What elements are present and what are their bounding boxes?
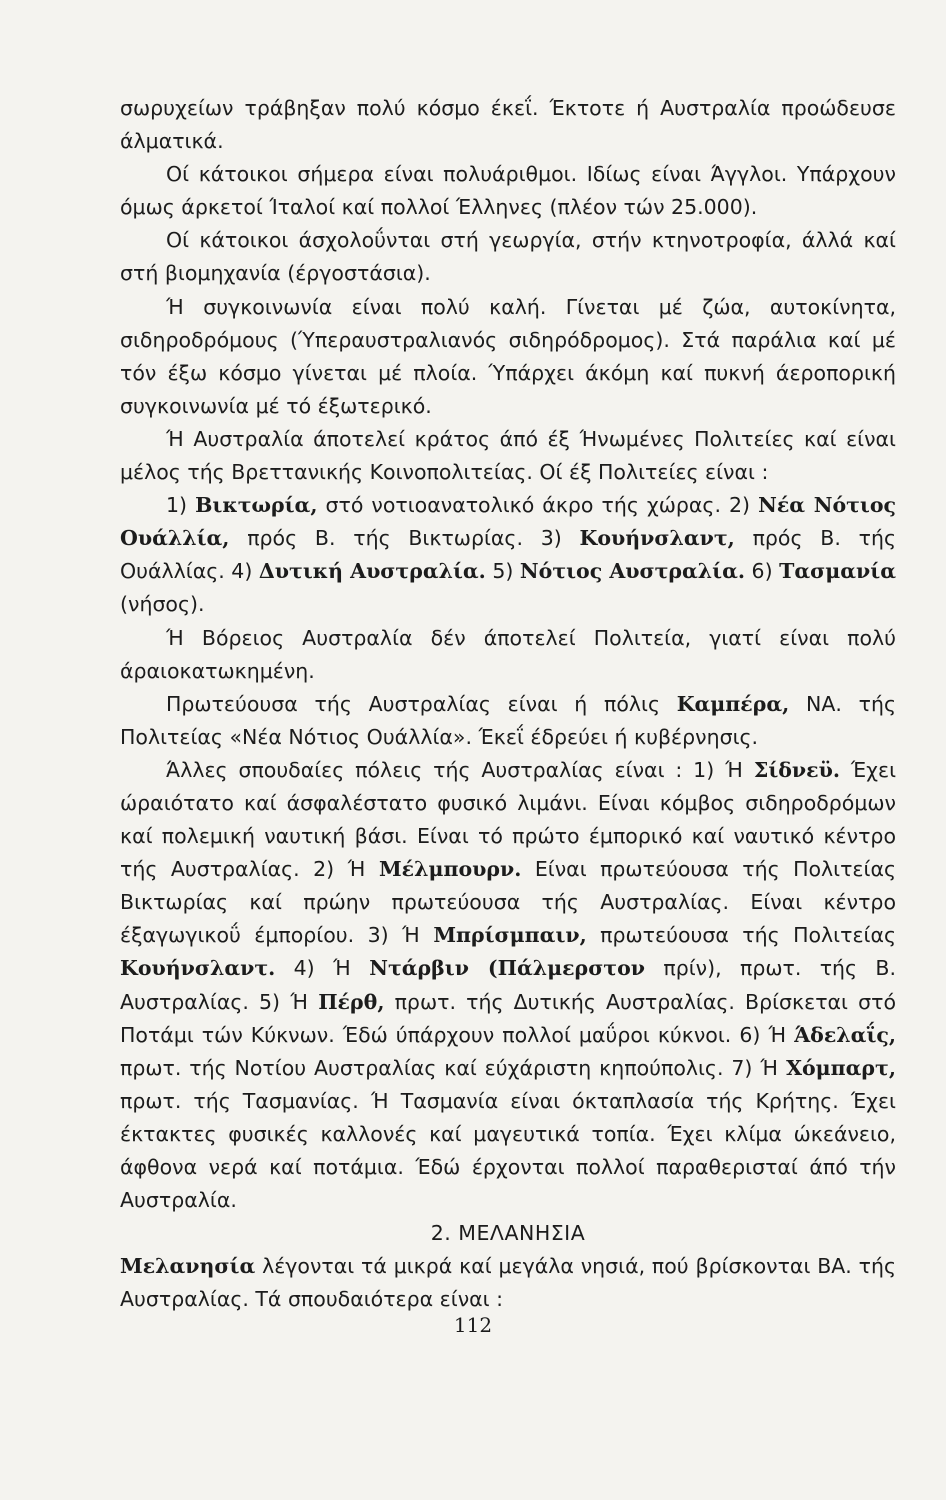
text-run: πρωτ. τής Νοτίου Αυστραλίας καί εύχάριστη κηπούπολις. 7) Ή bbox=[120, 1055, 787, 1080]
text-run: πρωτ. τής Τασμανίας. Ή Τασμανία είναι όκταπλασία τής Κρήτης. Έχει έκτακτες φυσικές καλλονές καί μαγευτικά τοπία. Έχει κλίμα ώκεάνειο, άφθονα νερά καί ποτάμια. Έδώ έρχονται πολλοί παραθερισταί άπό τήν Αυστραλία. bbox=[120, 1088, 896, 1213]
bold-term: Κουήνσλαντ, bbox=[579, 526, 735, 551]
bold-term: Μπρίσμπαιν, bbox=[433, 923, 587, 948]
bold-term: Νέα Νότιος Ουάλλία, bbox=[120, 493, 896, 551]
text-run: πρωτ. τής Δυτικής Αυστραλίας. Βρίσκεται στό Ποτάμι τών Κύκνων. Έδώ ύπάρχουν πολλοί μαΰροι κύκνοι. 6) Ή bbox=[120, 989, 896, 1047]
bold-term: Άδελαΐς, bbox=[794, 1022, 896, 1047]
bold-term: Δυτική Αυστραλία. bbox=[258, 559, 486, 584]
bold-term: Τασμανία bbox=[779, 559, 896, 584]
paragraph-northern bbox=[120, 622, 896, 688]
text-run: 1) bbox=[166, 493, 196, 518]
text-run: Άλλες σπουδαίες πόλεις τής Αυστραλίας είναι : 1) Ή bbox=[166, 757, 754, 782]
paragraph-states-list bbox=[120, 489, 896, 621]
text-run: Ή συγκοινωνία είναι πολύ καλή. Γίνεται μέ ζώα, αυτοκίνητα, σιδηροδρόμους (Ύπεραυστραλιανός σιδηρόδρομος). Στά παράλια καί μέ τόν έξω κόσμο γίνεται μέ πλοία. Ύπάρχει άκόμη καί πυκνή άεροπορική συγκοινωνία μέ τό έξωτερικό. bbox=[120, 294, 896, 418]
paragraph-inhabitants bbox=[120, 158, 896, 224]
text-run: 5) bbox=[485, 559, 520, 584]
paragraph-capital bbox=[120, 688, 896, 754]
paragraph-states bbox=[120, 423, 896, 489]
bold-term: Καμπέρα, bbox=[676, 691, 790, 716]
paragraph-occupations bbox=[120, 224, 896, 290]
text-run: Είναι πρωτεύουσα τής Πολιτείας Βικτωρίας καί πρώην πρωτεύουσα τής Αυστραλίας. Είναι κέντρο έξαγωγικοΰ έμπορίου. 3) Ή bbox=[120, 857, 896, 948]
paragraph-cities bbox=[120, 754, 896, 1217]
text-run: Οί κάτοικοι άσχολοΰνται στή γεωργία, στήν κτηνοτροφία, άλλά καί στή βιομηχανία (έργοστάσια). bbox=[120, 228, 896, 286]
text-run: πρός Β. τής Βικτωρίας. 3) bbox=[229, 526, 580, 551]
page-number: 112 bbox=[453, 1313, 493, 1337]
paragraph-transport bbox=[120, 291, 896, 423]
bold-term: Ντάρβιν (Πάλμερστον bbox=[369, 956, 646, 981]
bold-term: Μελανησία bbox=[120, 1254, 256, 1279]
text-run: πρός Β. τής Ουάλλίας. 4) bbox=[120, 526, 896, 584]
bold-term: Κουήνσλαντ. bbox=[120, 956, 276, 981]
paragraph-melanesia bbox=[120, 1250, 896, 1316]
text-run: (νήσος). bbox=[120, 592, 205, 617]
bold-term: Σίδνεϋ. bbox=[753, 757, 840, 782]
bold-term: Πέρθ, bbox=[318, 989, 385, 1014]
bold-term: Βικτωρία, bbox=[195, 493, 318, 518]
text-run: ΝΑ. τής Πολιτείας «Νέα Νότιος Ουάλλία». Έκεΐ έδρεύει ή κυβέρνησις. bbox=[120, 691, 896, 749]
text-run: στό νοτιοανατολικό άκρο τής χώρας. 2) bbox=[317, 493, 759, 518]
bold-term: Νότιος Αυστραλία. bbox=[519, 559, 746, 584]
body-text bbox=[120, 92, 896, 1316]
text-run: πρίν), πρωτ. τής Β. Αυστραλίας. 5) Ή bbox=[120, 956, 897, 1014]
bold-term: Μέλμπουρν. bbox=[378, 857, 522, 882]
text-run: 6) bbox=[745, 559, 780, 584]
text-run: Ή Βόρειος Αυστραλία δέν άποτελεί Πολιτεία, γιατί είναι πολύ άραιοκατωκημένη. bbox=[120, 625, 896, 683]
text-run: λέγονται τά μικρά καί μεγάλα νησιά, πού βρίσκονται ΒΑ. τής Αυστραλίας. Τά σπουδαιότερα είναι : bbox=[120, 1254, 896, 1312]
text-run: Έχει ώραιότατο καί άσφαλέστατο φυσικό λιμάνι. Είναι κόμβος σιδηροδρόμων καί πολεμική ναυτική βάσι. Είναι τό πρώτο έμπορικό καί ναυτικό κέντρο τής Αυστραλίας. 2) Ή bbox=[120, 757, 897, 882]
text-run: 4) Ή bbox=[275, 956, 370, 981]
text-run: Ή Αυστραλία άποτελεί κράτος άπό έξ Ήνωμένες Πολιτείες καί είναι μέλος τής Βρεττανικής Κοινοπολιτείας. Οί έξ Πολιτείες είναι : bbox=[120, 426, 896, 485]
bold-term: Χόμπαρτ, bbox=[786, 1055, 896, 1080]
text-run: πρωτεύουσα τής Πολιτείας bbox=[586, 923, 897, 948]
section-heading: 2. ΜΕΛΑΝΗΣΙΑ bbox=[430, 1221, 586, 1246]
paragraph-intro bbox=[120, 92, 896, 158]
text-run: σωρυχείων τράβηξαν πολύ κόσμο έκεΐ. Έκτοτε ή Αυστραλία προώδευσε άλματικά. bbox=[120, 96, 896, 154]
text-run: Οί κάτοικοι σήμερα είναι πολυάριθμοι. Ιδίως είναι Άγγλοι. Υπάρχουν όμως άρκετοί Ίταλοί καί πολλοί Έλληνες (πλέον τών 25.000). bbox=[120, 162, 896, 220]
text-run: Πρωτεύουσα τής Αυστραλίας είναι ή πόλις bbox=[166, 691, 677, 716]
